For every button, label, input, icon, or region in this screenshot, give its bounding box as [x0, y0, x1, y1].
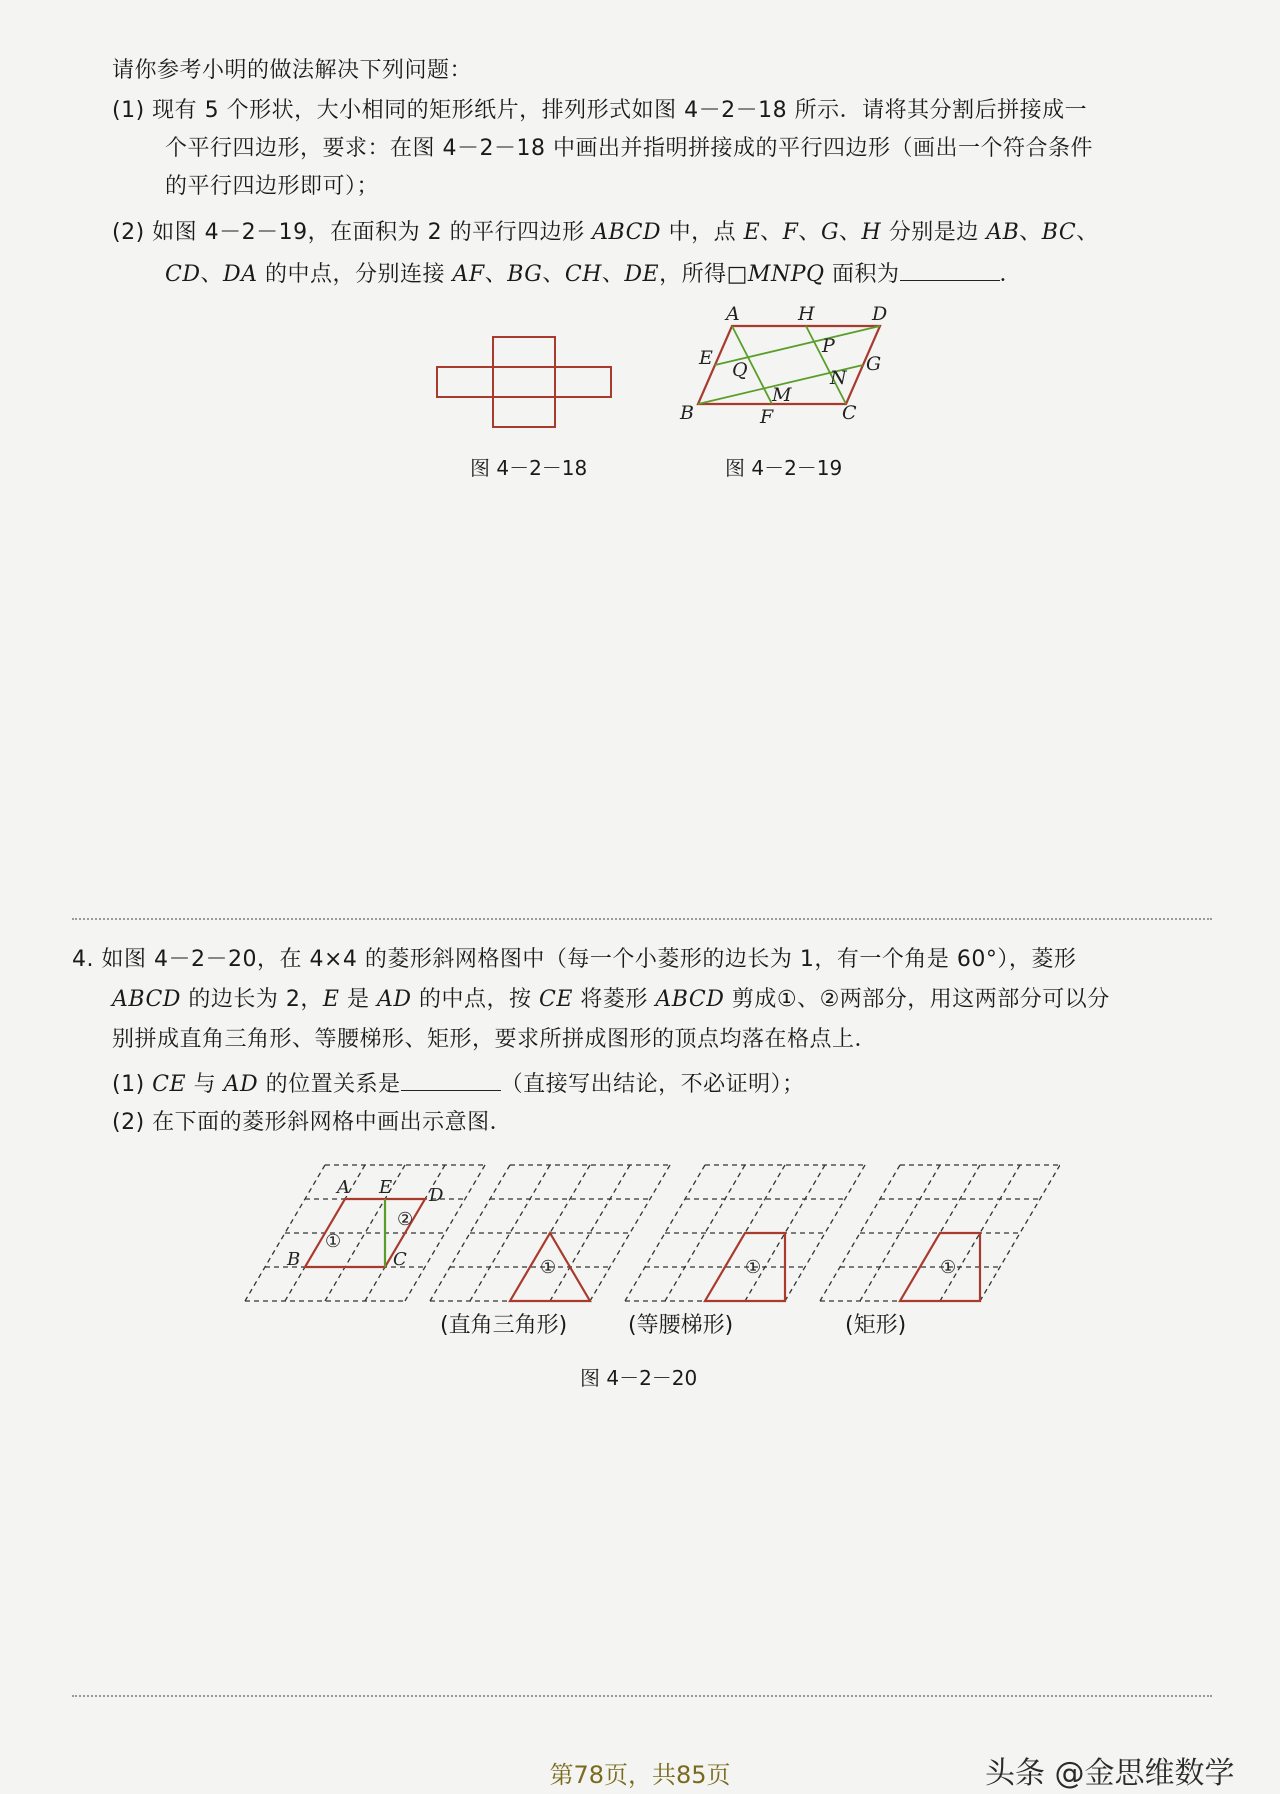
q4-part2-number: (2) [112, 1110, 145, 1135]
figure-4-2-18 [430, 330, 630, 430]
caption-isosceles-trapezoid: (等腰梯形) [628, 1313, 734, 1338]
label-m: M [772, 384, 792, 406]
page-number: 第78页，共85页 [549, 1761, 731, 1789]
label-a: A [726, 303, 740, 325]
q3-intro: 请你参考小明的做法解决下列问题： [112, 58, 473, 83]
q4-line1: 4. 如图 4－2－20，在 4×4 的菱形斜网格图中（每一个小菱形的边长为 1，有一个角是 60°），菱形 [72, 947, 1077, 972]
fig19-caption: 图 4－2－19 [725, 456, 843, 480]
fig20-caption: 图 4－2－20 [580, 1366, 698, 1390]
figure-4-2-20 [230, 1155, 1060, 1305]
label-d: D [872, 303, 888, 325]
rect-center [493, 337, 555, 427]
q3-part1-line2: 个平行四边形，要求：在图 4－2－18 中画出并指明拼接成的平行四边形（画出一个符合条件 [165, 136, 1093, 161]
q3-part1-line3: 的平行四边形即可）； [165, 174, 380, 199]
grid-right-triangle [430, 1165, 670, 1301]
answer-blank[interactable] [900, 258, 1000, 281]
caption-rectangle: (矩形) [845, 1313, 907, 1338]
grid-label-b: B [287, 1249, 301, 1270]
piece-2-label: ② [397, 1209, 414, 1230]
q4-line2: ABCD 的边长为 2，E 是 AD 的中点，按 CE 将菱形 ABCD 剪成①、②两部分，用这两部分可以分 [112, 987, 1110, 1012]
q4-line3: 别拼成直角三角形、等腰梯形、矩形，要求所拼成图形的顶点均落在格点上． [112, 1027, 878, 1052]
q3-part2-line2: CD、DA 的中点，分别连接 AF、BG、CH、DE，所得□MNPQ 面积为 ． [165, 258, 1022, 290]
q4-part2: (2) 在下面的菱形斜网格中画出示意图． [112, 1110, 513, 1135]
grid-rectangle [820, 1165, 1060, 1301]
bottom-divider [72, 1695, 1212, 1697]
q4-part1: (1) CE 与 AD 的位置关系是 （直接写出结论，不必证明）； [112, 1068, 805, 1100]
piece-1-label: ① [325, 1231, 342, 1252]
label-c: C [842, 402, 857, 424]
answer-blank-ce-ad[interactable] [401, 1068, 501, 1091]
label-q: Q [732, 359, 748, 381]
q3-part1-line1: (1) 现有 5 个形状，大小相同的矩形纸片，排列形式如图 4－2－18 所示．请将其分割后拼接成一 [112, 98, 1088, 123]
label-f: F [760, 406, 774, 428]
label-p: P [822, 335, 835, 357]
watermark: 头条 @金思维数学 [985, 1756, 1235, 1791]
q4-part1-number: (1) [112, 1072, 145, 1097]
label-b: B [680, 402, 694, 424]
piece-1-label: ① [940, 1257, 957, 1278]
rect-right [555, 367, 611, 397]
q3-part2-line1: (2) 如图 4－2－19，在面积为 2 的平行四边形 ABCD 中，点 E、F、G、H 分别是边 AB、BC、 [112, 220, 1099, 245]
label-e: E [699, 347, 713, 369]
grid-original [245, 1165, 485, 1301]
grid-label-a: A [337, 1177, 350, 1198]
grid-label-e: E [379, 1177, 393, 1198]
grid-isosceles-trapezoid [625, 1165, 865, 1301]
caption-right-triangle: (直角三角形) [440, 1313, 568, 1338]
label-n: N [830, 367, 847, 389]
label-g: G [866, 353, 882, 375]
grid-label-d: D [429, 1185, 444, 1206]
q3-part1-number: (1) [112, 98, 145, 123]
rect-left [437, 367, 493, 397]
piece-1-label: ① [745, 1257, 762, 1278]
section-divider [72, 918, 1212, 920]
figure-4-2-19 [670, 298, 900, 433]
grid-label-c: C [393, 1249, 407, 1270]
fig18-caption: 图 4－2－18 [470, 456, 588, 480]
label-h: H [798, 303, 815, 325]
piece-1-label: ① [540, 1257, 557, 1278]
q3-part2-number: (2) [112, 220, 145, 245]
